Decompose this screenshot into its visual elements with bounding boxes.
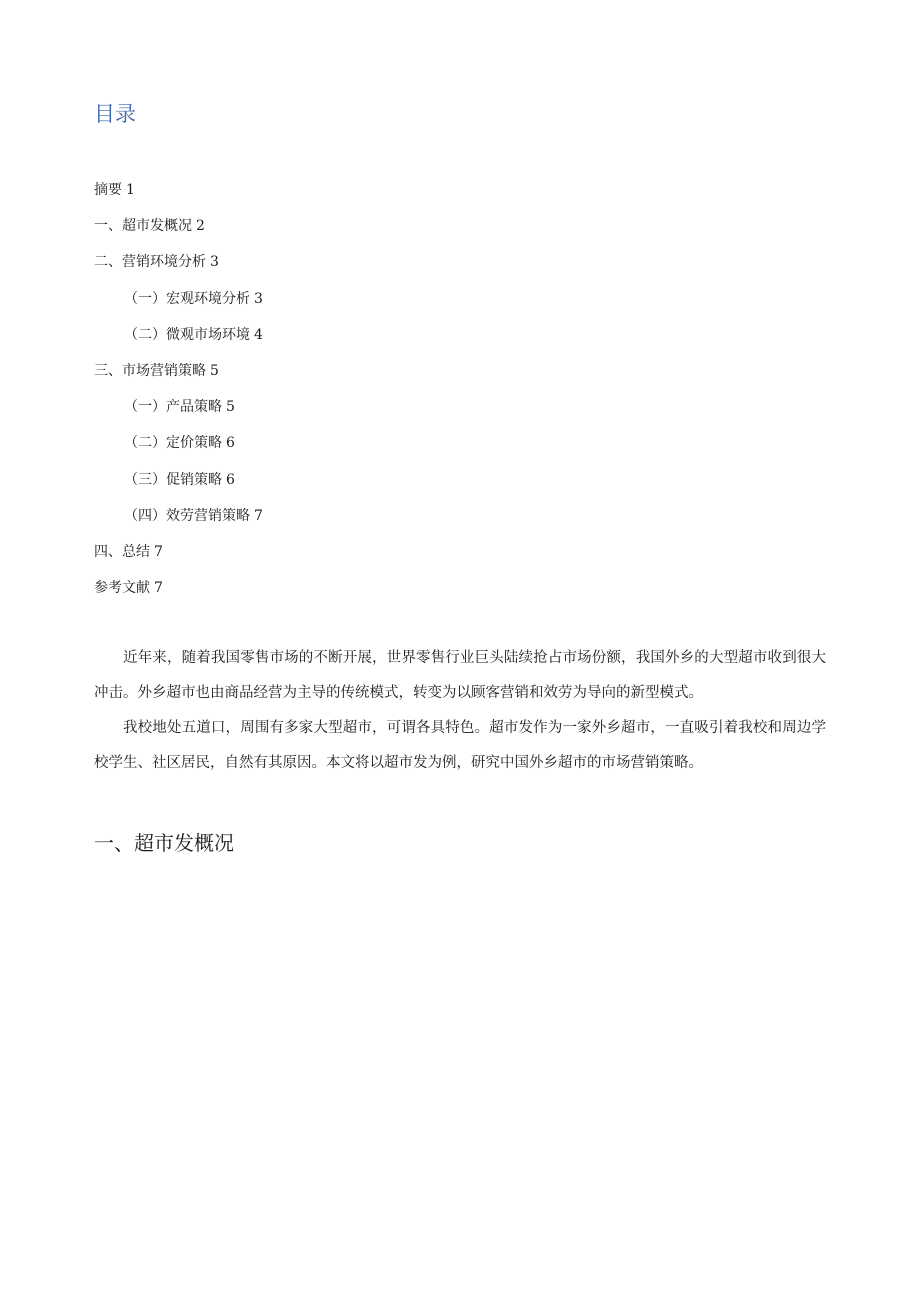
intro-text <box>94 641 826 781</box>
toc-item-summary[interactable] <box>94 534 263 570</box>
toc-item-label: （二）定价策略 <box>124 435 222 452</box>
toc-item-page: 5 <box>226 399 235 416</box>
toc-item-page: 6 <box>226 471 235 488</box>
section-heading: 一、超市发概况 <box>94 831 234 855</box>
toc-item-promotion-strategy[interactable] <box>94 462 263 498</box>
toc-item-page: 4 <box>254 326 263 343</box>
toc-item-label: （一）产品策略 <box>124 399 222 416</box>
toc-item-references[interactable] <box>94 570 263 606</box>
toc-item-marketing-strategy[interactable] <box>94 353 263 389</box>
toc-item-macro-environment[interactable] <box>94 281 263 317</box>
toc-item-label: 四、总结 <box>94 544 150 561</box>
toc-item-page: 7 <box>154 580 163 597</box>
toc-item-page: 7 <box>254 507 263 524</box>
toc-item-label: 三、市场营销策略 <box>94 363 206 380</box>
toc-item-product-strategy[interactable] <box>94 389 263 425</box>
toc-item-page: 7 <box>154 544 163 561</box>
toc-item-page: 5 <box>210 363 219 380</box>
intro-paragraph: 我校地处五道口，周围有多家大型超市，可谓各具特色。超市发作为一家外乡超市，一直吸引着我校和周边学校学生、社区居民，自然有其原因。本文将以超市发为例，研究中国外乡超市的市场营销策略。 <box>94 720 826 771</box>
toc-item-page: 2 <box>196 218 205 235</box>
toc-item-pricing-strategy[interactable] <box>94 425 263 461</box>
toc-list <box>94 172 263 606</box>
toc-item-label: 一、超市发概况 <box>94 218 192 235</box>
toc-title: 目录 <box>94 102 136 126</box>
toc-item-label: 摘要 <box>94 182 122 198</box>
toc-item-label: （一）宏观环境分析 <box>124 290 250 307</box>
toc-item-environment-analysis[interactable] <box>94 244 263 280</box>
toc-item-abstract[interactable] <box>94 172 263 208</box>
toc-item-label: （三）促销策略 <box>124 471 222 488</box>
toc-item-label: （四）效劳营销策略 <box>124 507 250 524</box>
toc-item-page: 1 <box>126 182 135 198</box>
toc-item-service-strategy[interactable] <box>94 498 263 534</box>
toc-item-page: 6 <box>226 435 235 452</box>
toc-item-page: 3 <box>254 290 263 307</box>
toc-item-page: 3 <box>210 254 219 271</box>
toc-item-micro-environment[interactable] <box>94 317 263 353</box>
toc-item-label: 参考文献 <box>94 580 150 597</box>
intro-paragraph: 近年来，随着我国零售市场的不断开展，世界零售行业巨头陆续抢占市场份额，我国外乡的大型超市收到很大冲击。外乡超市也由商品经营为主导的传统模式，转变为以顾客营销和效劳为导向的新型模式。 <box>94 650 826 701</box>
toc-item-label: 二、营销环境分析 <box>94 254 206 271</box>
toc-item-overview[interactable] <box>94 208 263 244</box>
toc-item-label: （二）微观市场环境 <box>124 326 250 343</box>
